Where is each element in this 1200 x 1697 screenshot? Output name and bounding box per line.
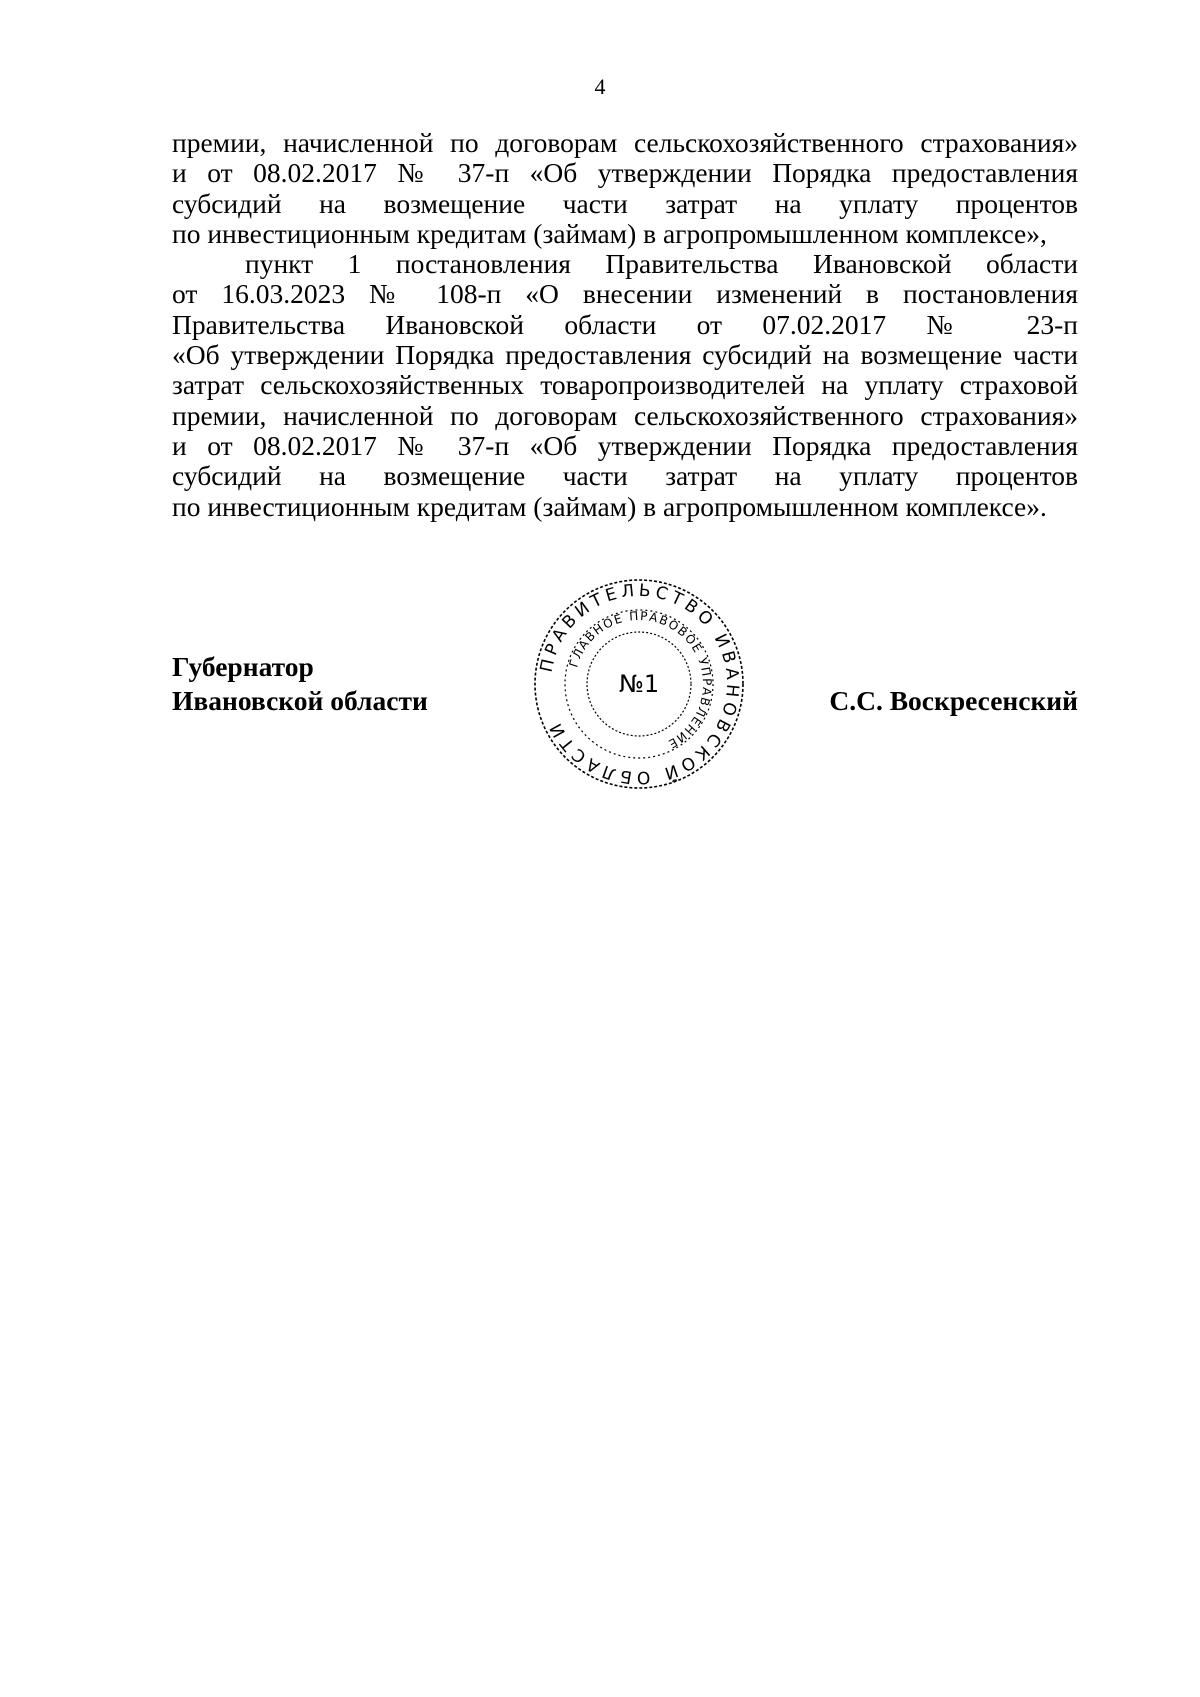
body-line: от 16.03.2023 № 108-п «О внесении изменений в постановления bbox=[172, 278, 1078, 310]
body-line: по инвестиционным кредитам (займам) в агропромышленном комплексе», bbox=[172, 217, 1047, 249]
body-line: пункт 1 постановления Правительства Ивановской области bbox=[245, 248, 1078, 280]
body-line: премии, начисленной по договорам сельскохозяйственного страхования» bbox=[172, 399, 1078, 431]
body-line: «Об утверждении Порядка предоставления субсидий на возмещение части bbox=[172, 339, 1078, 371]
signatory-title-line: Ивановской области bbox=[172, 685, 428, 716]
body-line: по инвестиционным кредитам (займам) в агропромышленном комплексе». bbox=[172, 490, 1047, 522]
signatory-name: С.С. Воскресенский bbox=[829, 685, 1078, 716]
body-line: субсидий на возмещение части затрат на уплату процентов bbox=[172, 460, 1078, 492]
body-line: и от 08.02.2017 № 37-п «Об утверждении Порядка предоставления bbox=[172, 157, 1078, 189]
body-line: премии, начисленной по договорам сельскохозяйственного страхования» bbox=[172, 127, 1078, 158]
signatory-title bbox=[172, 650, 428, 718]
body-text bbox=[172, 128, 1078, 522]
page-number: 4 bbox=[594, 74, 606, 99]
seal-inner-text: ГЛАВНОЕ ПРАВОВОЕ УПРАВЛЕНИЕ bbox=[566, 608, 715, 752]
body-line: и от 08.02.2017 № 37-п «Об утверждении Порядка предоставления bbox=[172, 429, 1078, 461]
seal-outer-text: ПРАВИТЕЛЬСТВО ИВАНОВСКОЙ ОБЛАСТИ bbox=[536, 580, 743, 788]
seal-center-text: №1 bbox=[618, 670, 660, 698]
official-seal bbox=[533, 578, 745, 790]
body-line: затрат сельскохозяйственных товаропроизводителей на уплату страховой bbox=[172, 369, 1078, 401]
body-line: субсидий на возмещение части затрат на уплату процентов bbox=[172, 187, 1078, 219]
signatory-title-line: Губернатор bbox=[172, 651, 314, 682]
body-line: Правительства Ивановской области от 07.02.2017 № 23-п bbox=[172, 308, 1078, 340]
